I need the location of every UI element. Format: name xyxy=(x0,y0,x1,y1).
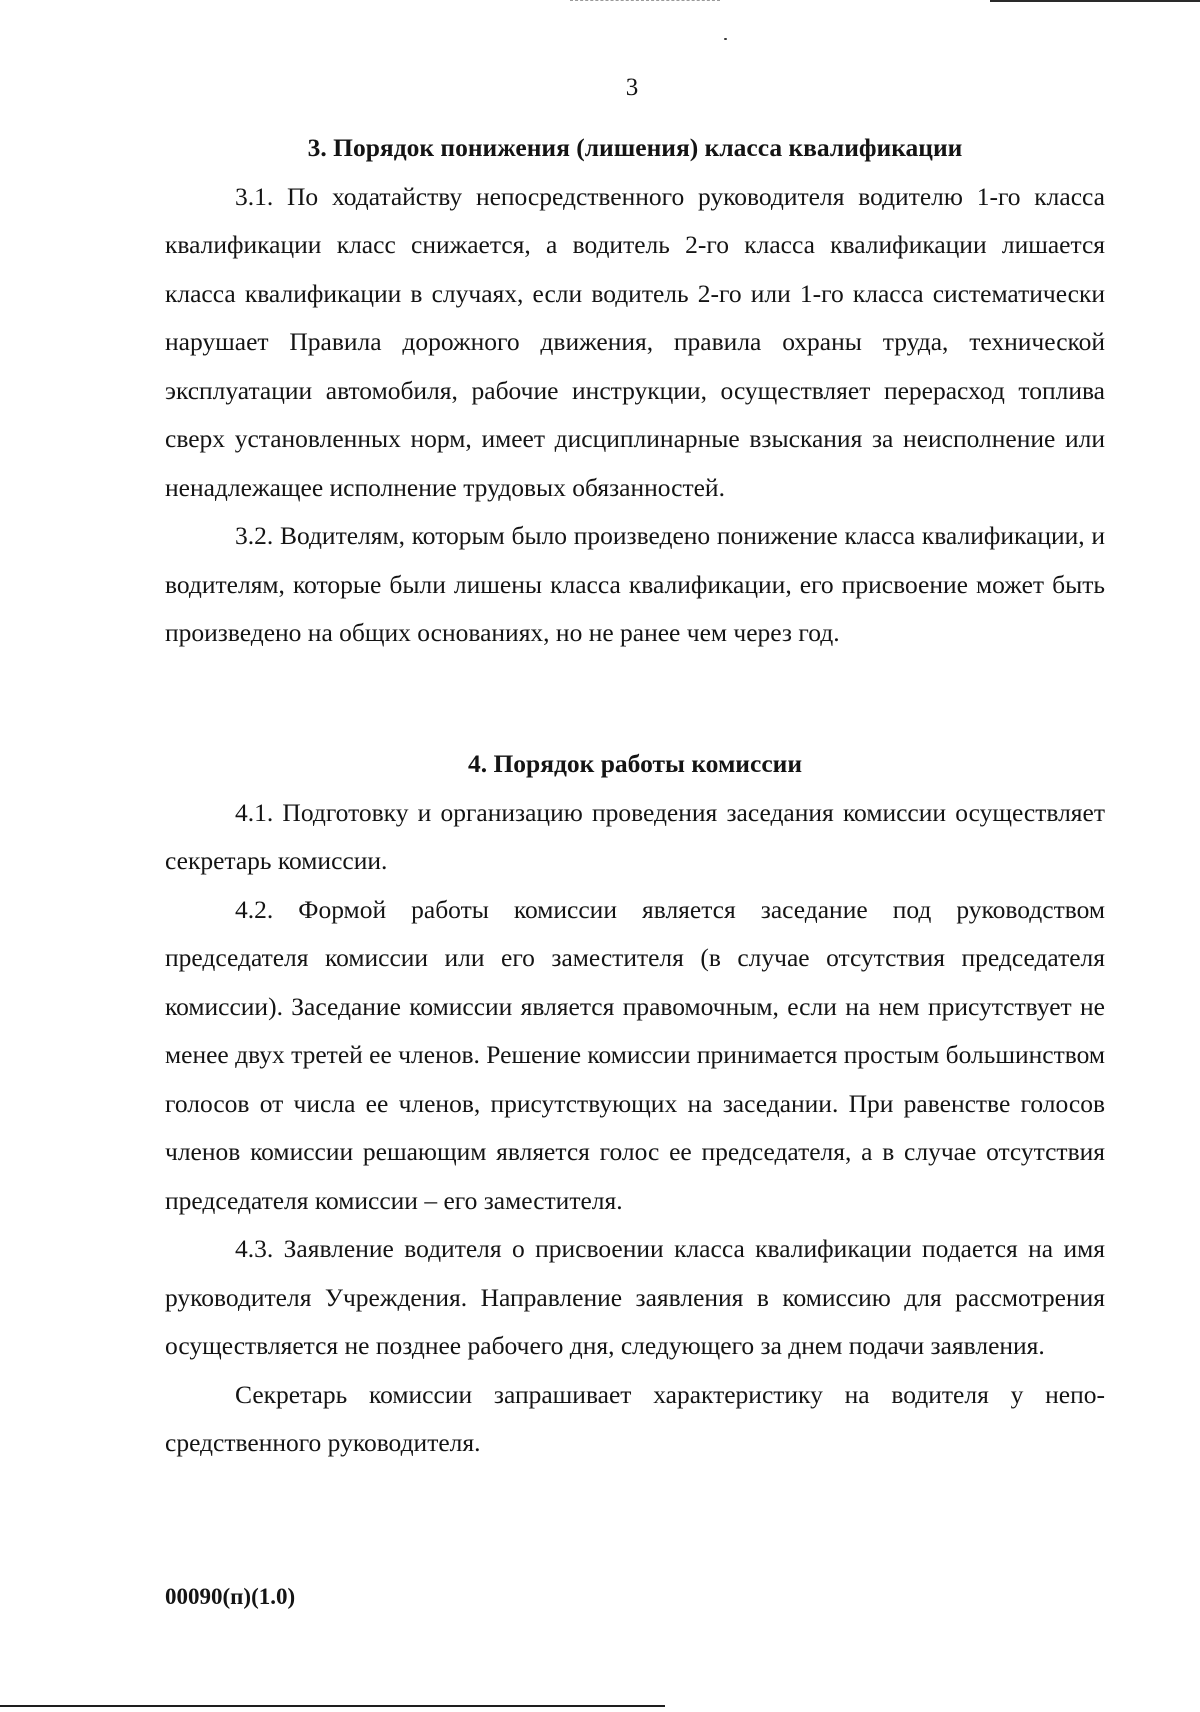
section-3 xyxy=(165,124,1105,658)
section-3-heading: 3. Порядок понижения (лишения) класса квалификации xyxy=(307,133,963,162)
scan-speck xyxy=(724,38,727,40)
paragraph-4-3: 4.3. Заявление водителя о присвоении класса квалификации подается на имя руководителя Учреждения. Направление заявления в комиссию для рассмотрения осуществляется не позднее рабочего дня, следующего за днем подачи заявления. xyxy=(165,1234,1105,1360)
scan-artifact-top-line xyxy=(990,0,1200,2)
scan-artifact-bottom-line xyxy=(0,1705,665,1707)
scan-artifact-top-dash xyxy=(570,0,720,2)
paragraph-3-1: 3.1. По ходатайству непосредственного руководителя водителю 1-го класса квалификации класс снижается, а водитель 2-го класса квалификации лишается класса квалификации в случаях, если водитель 2-го или 1-го класса систематически нарушает Правила дорожного движения, правила охраны труда, технической эксплуатации автомобиля, рабочие инструкции, осуществляет перерасход топлива сверх установленных норм, имеет дисциплинарные взыскания за неисполнение или ненадлежащее исполнение трудовых обязанностей. xyxy=(165,181,1105,502)
paragraph-4-2: 4.2. Формой работы комиссии является заседание под руководством председателя комиссии или его заместителя (в случае отсутствия председателя комиссии). Заседание комиссии является правомочным, если на нем присутствует не менее двух третей ее членов. Решение комиссии принимается простым большинством голосов от числа ее членов, присутствующих на заседании. При равенстве голосов членов комиссии решающим является голос ее председателя, а в случае отсутствия председателя комиссии – его заместителя. xyxy=(165,894,1105,1215)
paragraph-secretary: Секретарь комиссии запрашивает характеристику на водителя у непосредственного руководителя. xyxy=(165,1379,1105,1457)
section-4 xyxy=(165,740,1105,1468)
page-number: 3 xyxy=(625,74,639,101)
document-code: 00090(п)(1.0) xyxy=(165,1584,296,1609)
paragraph-4-1: 4.1. Подготовку и организацию проведения заседания комиссии осуществляет секретарь комиссии. xyxy=(165,797,1105,875)
section-4-heading: 4. Порядок работы комиссии xyxy=(467,749,803,778)
paragraph-3-2: 3.2. Водителям, которым было произведено понижение класса квалификации, и водителям, которые были лишены класса квалификации, его присвоение может быть произведено на общих основаниях, но не ранее чем через год. xyxy=(165,521,1105,647)
